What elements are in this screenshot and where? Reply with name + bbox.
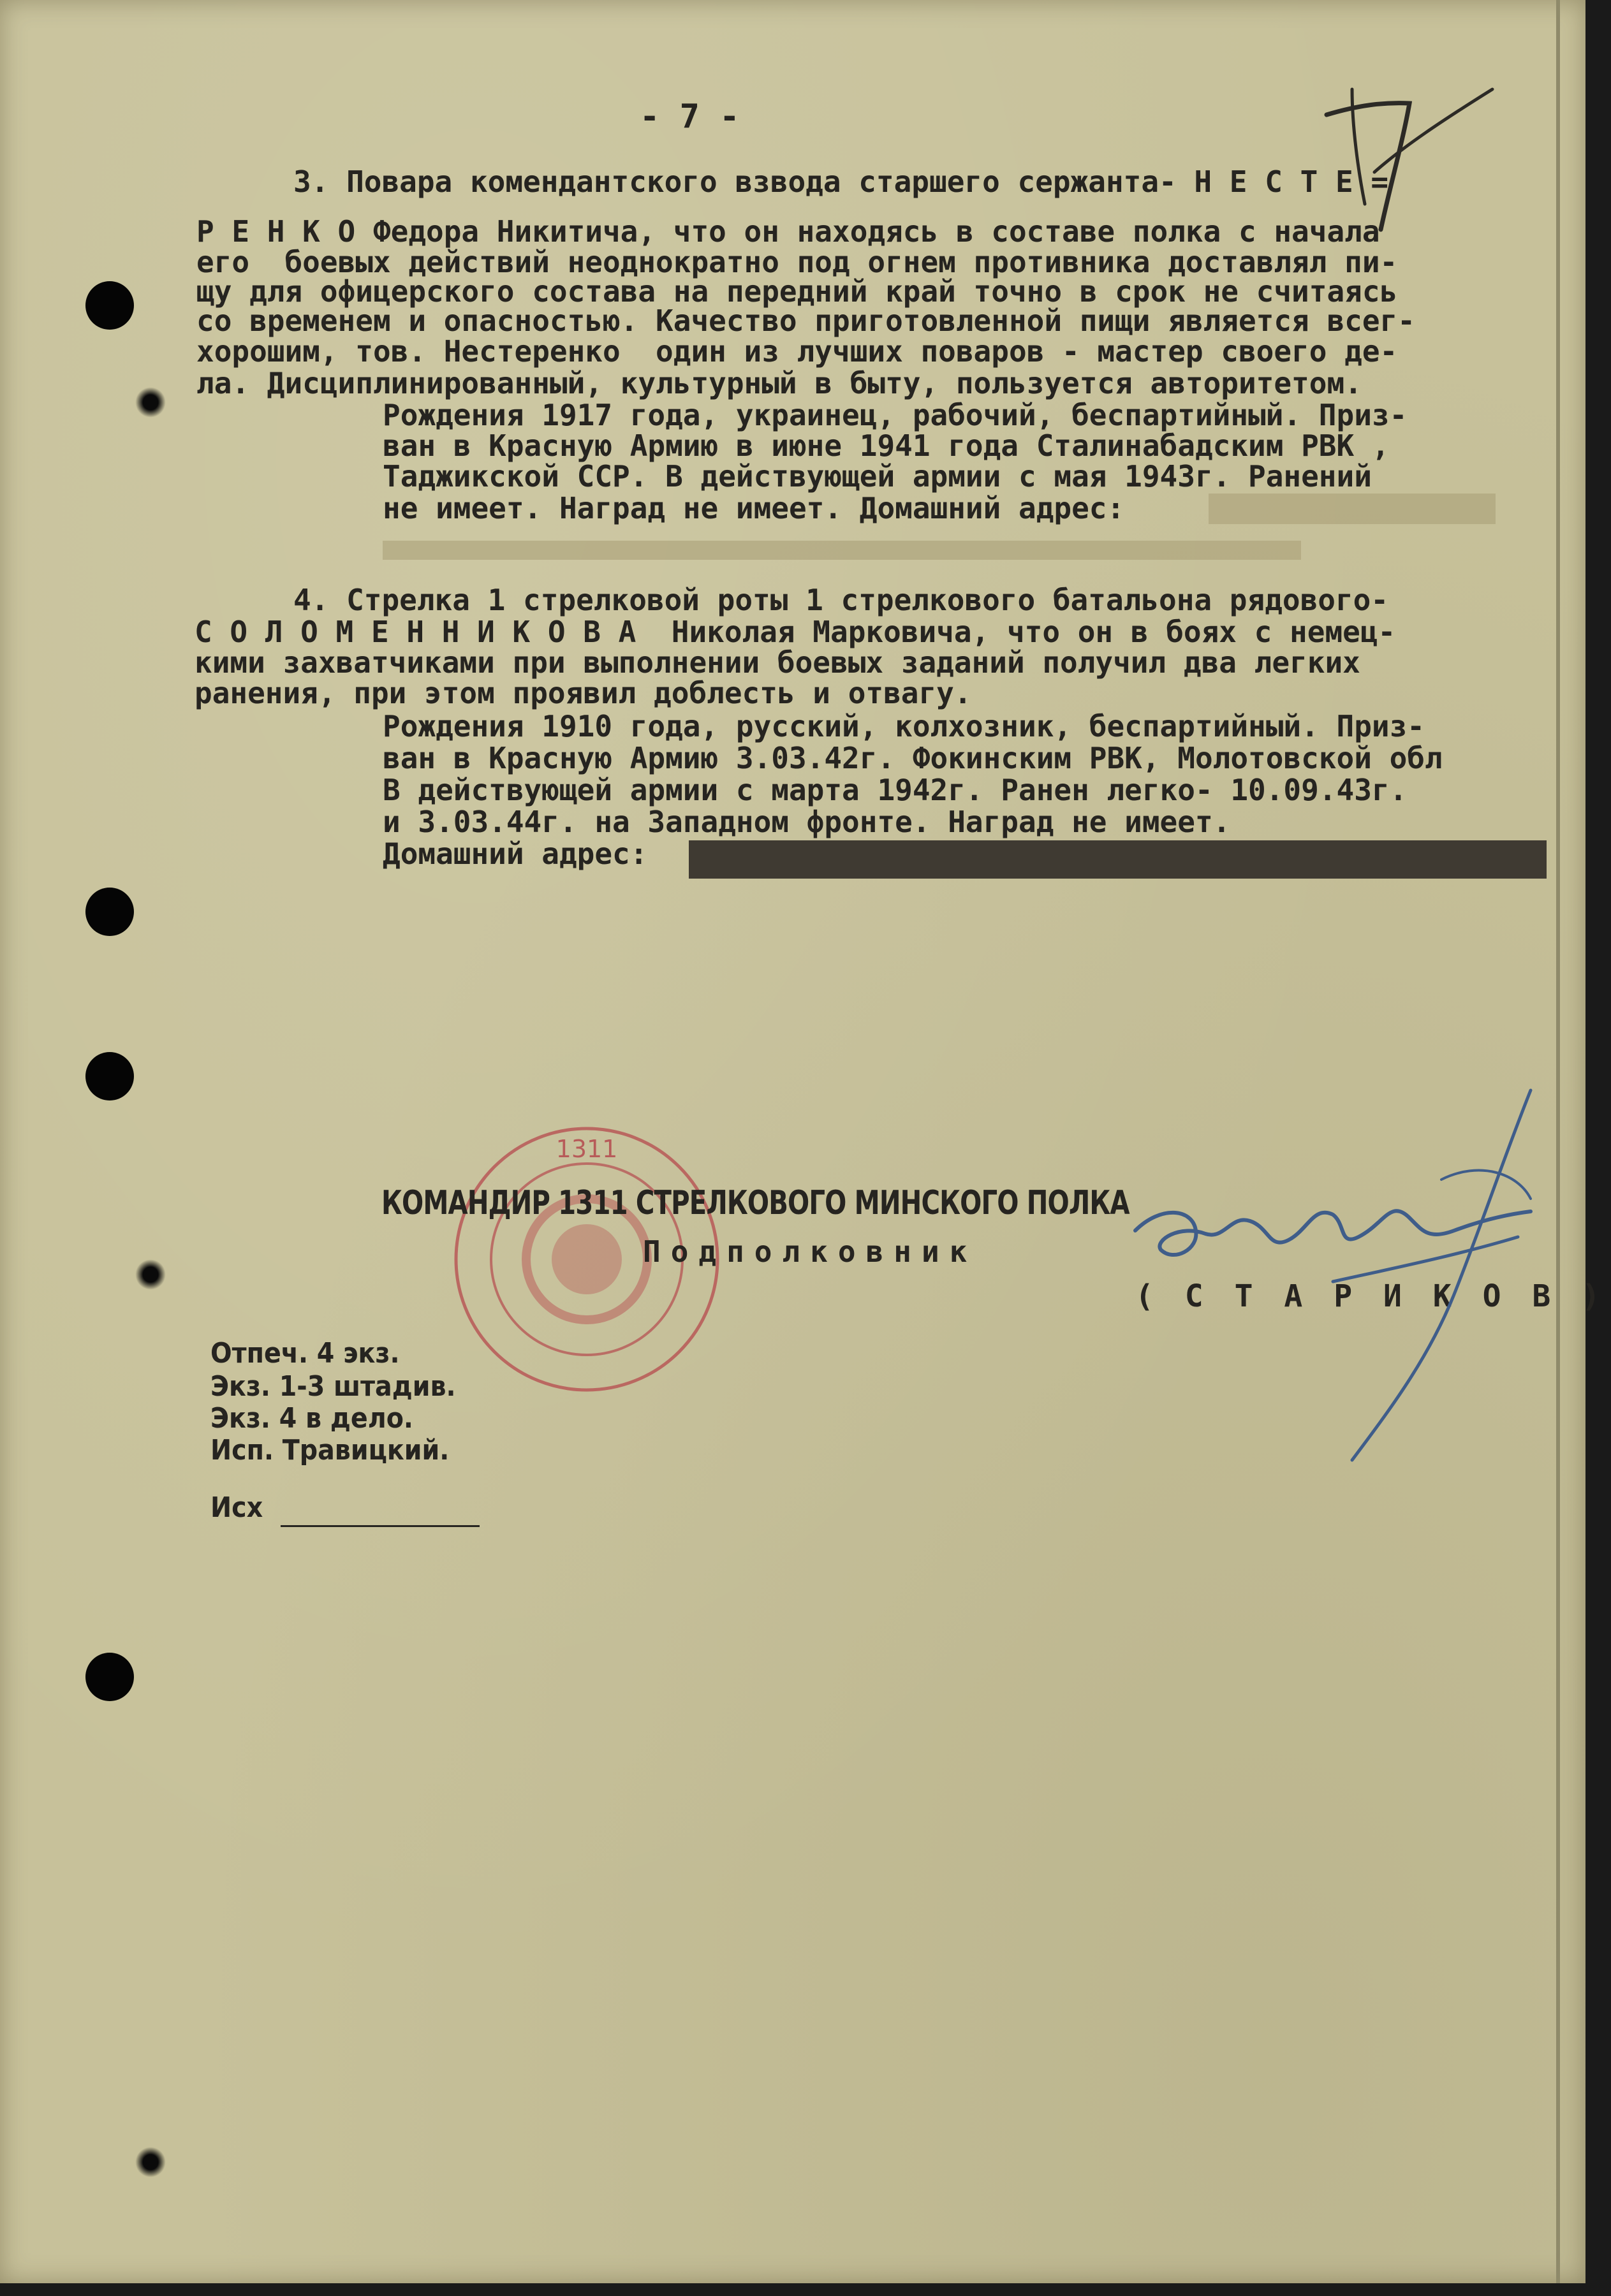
footer-line: Отпеч. 4 экз. bbox=[210, 1337, 400, 1370]
section3-line: Р Е Н К О Федора Никитича, что он находясь в составе полка с начала bbox=[196, 214, 1380, 249]
section4-bio-line: В действующей армии с марта 1942г. Ранен легко- 10.09.43г. bbox=[383, 773, 1408, 807]
commander-rank: Подполковник bbox=[643, 1234, 978, 1269]
section4-line: С О Л О М Е Н Н И К О В А Николая Марковича, что он в боях с немец- bbox=[195, 615, 1396, 649]
punch-hole bbox=[85, 1653, 134, 1701]
section4-line: 4. Стрелка 1 стрелковой роты 1 стрелкового батальона рядового- bbox=[293, 583, 1389, 617]
section3-line: его боевых действий неоднократно под огнем противника доставлял пи- bbox=[196, 245, 1398, 279]
section3-line: 3. Повара комендантского взвода старшего сержанта- Н Е С Т Е = bbox=[293, 165, 1389, 199]
section3-line: хорошим, тов. Нестеренко один из лучших поваров - мастер своего де- bbox=[196, 334, 1398, 369]
section4-bio-line: Рождения 1910 года, русский, колхозник, беспартийный. Приз- bbox=[383, 709, 1425, 743]
outgoing-label: Исх bbox=[210, 1491, 263, 1524]
staple-mark bbox=[135, 1259, 166, 1290]
redacted-address bbox=[383, 541, 1301, 560]
section3-bio-line: ван в Красную Армию в июне 1941 года Сталинабадским РВК , bbox=[383, 428, 1390, 463]
section3-line: ла. Дисциплинированный, культурный в быту, пользуется авторитетом. bbox=[196, 366, 1362, 400]
staple-mark bbox=[135, 387, 166, 418]
footer-line: Исп. Травицкий. bbox=[210, 1434, 450, 1466]
section4-line: кими захватчиками при выполнении боевых заданий получил два легких bbox=[195, 645, 1360, 680]
commander-name: ( С Т А Р И К О В ) bbox=[1135, 1278, 1607, 1314]
punch-hole bbox=[85, 281, 134, 330]
section3-line: со временем и опасностью. Качество приготовленной пищи является всег- bbox=[196, 303, 1415, 338]
page-number: - 7 - bbox=[640, 98, 740, 136]
section3-bio-line: Рождения 1917 года, украинец, рабочий, беспартийный. Приз- bbox=[383, 398, 1408, 432]
commander-title: КОМАНДИР 1311 СТРЕЛКОВОГО МИНСКОГО ПОЛКА bbox=[381, 1184, 1129, 1222]
section3-bio-line: не имеет. Наград не имеет. Домашний адрес: bbox=[383, 491, 1125, 525]
footer-line: Экз. 1-3 штадив. bbox=[210, 1370, 456, 1403]
section4-line: ранения, при этом проявил доблесть и отвагу. bbox=[195, 676, 972, 710]
redacted-address bbox=[689, 840, 1547, 879]
punch-hole bbox=[85, 1052, 134, 1100]
section4-bio-line: и 3.03.44г. на Западном фронте. Наград не имеет. bbox=[383, 805, 1231, 839]
punch-hole bbox=[85, 888, 134, 936]
section4-bio-line: ван в Красную Армию 3.03.42г. Фокинским РВК, Молотовской обл bbox=[383, 741, 1443, 775]
commander-signature bbox=[1122, 1078, 1569, 1473]
section3-bio-line: Таджикской ССР. В действующей армии с мая 1943г. Ранений bbox=[383, 459, 1372, 494]
outgoing-number-line bbox=[281, 1525, 480, 1527]
section3-line: щу для офицерского состава на передний край точно в срок не считаясь bbox=[196, 274, 1398, 309]
section4-bio-line: Домашний адрес: bbox=[383, 837, 648, 871]
stamp-number: 1311 bbox=[555, 1135, 618, 1163]
staple-mark bbox=[135, 2147, 166, 2177]
footer-line: Экз. 4 в дело. bbox=[210, 1402, 413, 1435]
redacted-address bbox=[1209, 494, 1496, 524]
